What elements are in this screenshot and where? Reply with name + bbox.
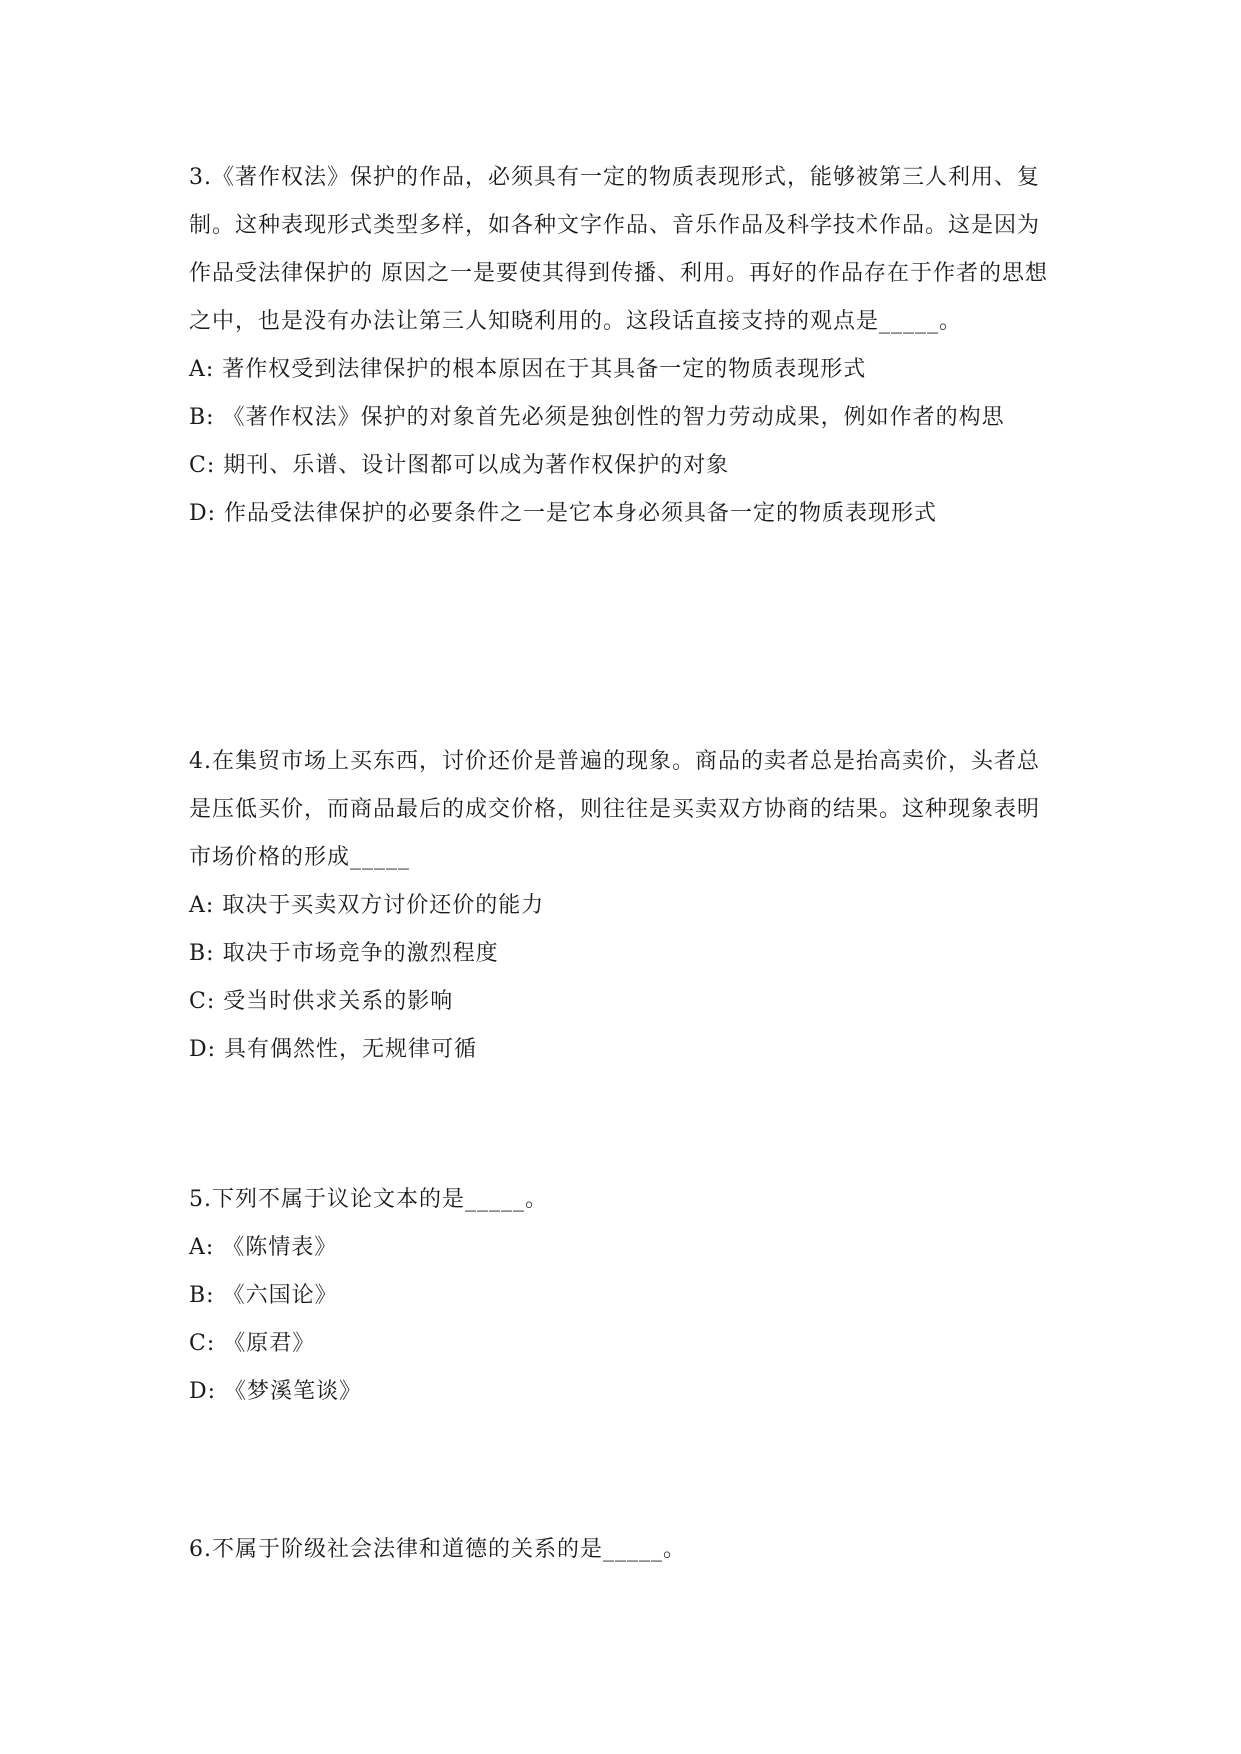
- option-letter: C:: [189, 989, 216, 1014]
- option-b: [189, 1272, 1059, 1320]
- option-letter: D:: [189, 1379, 217, 1404]
- option-letter: C:: [189, 1331, 216, 1356]
- option-letter: A:: [189, 357, 215, 382]
- option-text: 受当时供求关系的影响: [215, 989, 454, 1014]
- option-letter: C:: [189, 453, 216, 478]
- option-text: 期刊、乐谱、设计图都可以成为著作权保护的对象: [215, 453, 730, 478]
- option-a: [189, 346, 1059, 394]
- option-text: 《梦溪笔谈》: [216, 1379, 363, 1404]
- option-text: 《原君》: [215, 1331, 316, 1356]
- option-text: 取决于市场竞争的激烈程度: [214, 941, 499, 966]
- option-text: 《六国论》: [214, 1283, 338, 1308]
- option-text: 取决于买卖双方讨价还价的能力: [214, 893, 545, 918]
- question-5: [189, 1176, 1059, 1416]
- option-c: [189, 978, 1059, 1026]
- option-b: [189, 394, 1059, 442]
- option-d: [189, 1026, 1059, 1074]
- question-stem: 4.在集贸市场上买东西，讨价还价是普遍的现象。商品的卖者总是抬高卖价，头者总是压低买价，而商品最后的成交价格，则往往是买卖双方协商的结果。这种现象表明市场价格的形成_____: [189, 749, 1041, 870]
- option-a: [189, 882, 1059, 930]
- option-d: [189, 490, 1059, 538]
- option-letter: D:: [189, 501, 217, 526]
- option-text: 著作权受到法律保护的根本原因在于其具备一定的物质表现形式: [214, 357, 867, 382]
- option-c: [189, 1320, 1059, 1368]
- question-stem: 3.《著作权法》保护的作品，必须具有一定的物质表现形式，能够被第三人利用、复制。这种表现形式类型多样，如各种文字作品、音乐作品及科学技术作品。这是因为作品受法律保护的 原因之一是要使其得到传播、利用。再好的作品存在于作者的思想之中，也是没有办法让第三人知晓利用的。这段话直接支持的观点是_____。: [189, 165, 1048, 334]
- option-a: [189, 1224, 1059, 1272]
- question-6: [189, 1526, 1059, 1574]
- option-letter: A:: [189, 893, 215, 918]
- option-c: [189, 442, 1059, 490]
- option-text: 《著作权法》保护的对象首先必须是独创性的智力劳动成果，例如作者的构思: [214, 405, 1005, 430]
- question-4: [189, 738, 1059, 1074]
- option-letter: D:: [189, 1037, 217, 1062]
- question-stem: 5.下列不属于议论文本的是_____。: [189, 1187, 548, 1212]
- option-d: [189, 1368, 1059, 1416]
- option-letter: B:: [189, 941, 215, 966]
- option-b: [189, 930, 1059, 978]
- option-text: 《陈情表》: [214, 1235, 338, 1260]
- option-text: 作品受法律保护的必要条件之一是它本身必须具备一定的物质表现形式: [216, 501, 938, 526]
- question-3: [189, 154, 1059, 538]
- option-letter: A:: [189, 1235, 215, 1260]
- option-letter: B:: [189, 405, 215, 430]
- option-letter: B:: [189, 1283, 215, 1308]
- option-text: 具有偶然性，无规律可循: [216, 1037, 478, 1062]
- question-stem: 6.不属于阶级社会法律和道德的关系的是_____。: [189, 1537, 686, 1562]
